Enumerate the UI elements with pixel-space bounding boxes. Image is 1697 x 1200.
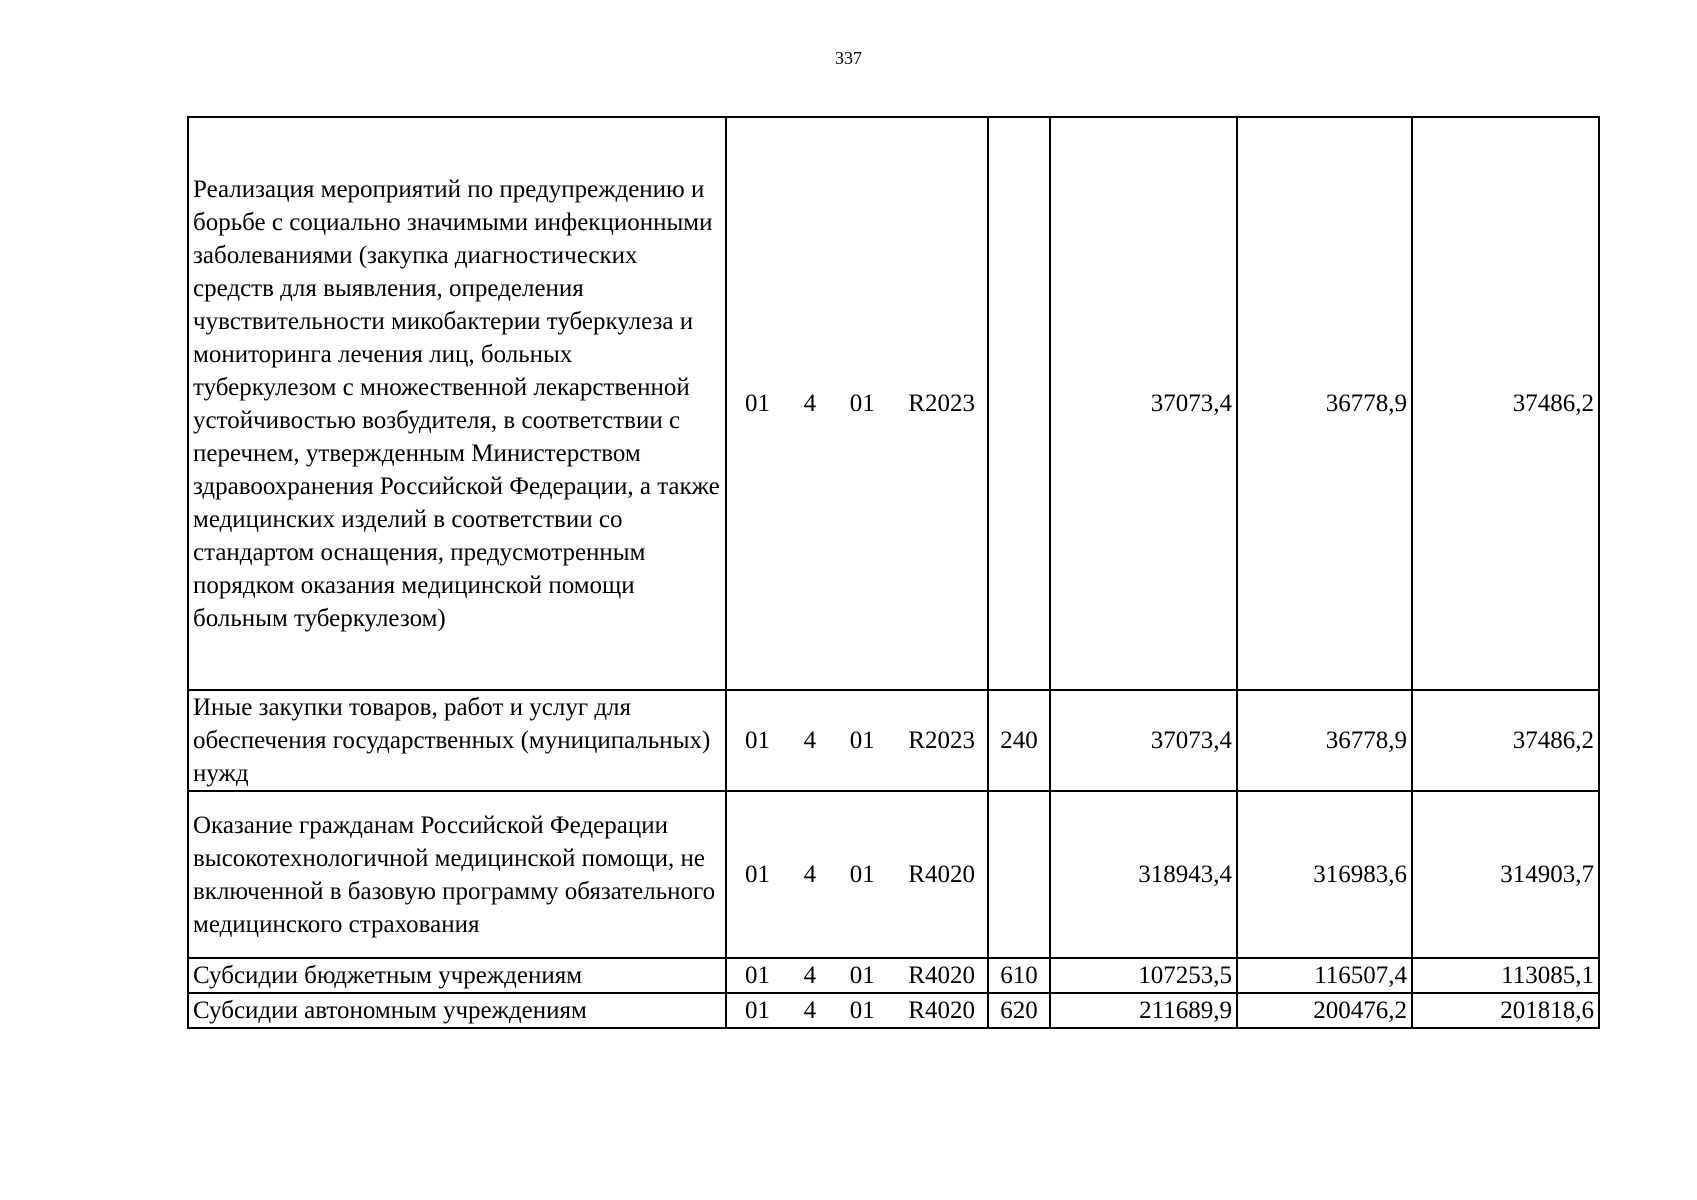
amount-3-cell: 314903,7 [1412,791,1599,958]
code-cell [726,791,988,958]
event-code: 01 [849,727,875,754]
amount-2-cell: 116507,4 [1237,958,1412,993]
row-name-cell: Субсидии автономным учреждениям [188,993,726,1028]
row-name-cell: Иные закупки товаров, работ и услуг для обеспечения государственных (муниципальных) нужд [188,690,726,791]
amount-2-cell: 200476,2 [1237,993,1412,1028]
subprogram-code: 4 [803,861,817,888]
row-name-cell: Реализация мероприятий по предупреждению и борьбе с социально значимыми инфекционными заболеваниями (закупка диагностических средств для выявления, определения чувствительности микобактерии туберкулеза и мониторинга лечения лиц, больных туберкулезом с множественной лекарственной устойчивостью возбудителя, в соответствии с перечнем, утвержденным Министерством здравоохранения Российской Федерации, а также медицинских изделий в соответствии со стандартом оснащения, предусмотренным порядком оказания медицинской помощи больным туберкулезом) [188,117,726,690]
amount-1-cell: 37073,4 [1050,690,1237,791]
amount-2-cell: 36778,9 [1237,117,1412,690]
event-code: 01 [849,962,875,989]
program-code: 01 [745,861,770,888]
expense-type-cell: 620 [988,993,1050,1028]
direction-code: R4020 [908,962,975,989]
subprogram-code: 4 [803,390,817,417]
expense-type-cell [988,117,1050,690]
event-code: 01 [849,861,875,888]
table-row [188,791,1599,958]
program-code: 01 [745,997,770,1024]
direction-code: R2023 [908,727,975,754]
code-cell [726,958,988,993]
subprogram-code: 4 [803,997,817,1024]
amount-3-cell: 113085,1 [1412,958,1599,993]
row-name-cell: Субсидии бюджетным учреждениям [188,958,726,993]
table-row [188,117,1599,690]
event-code: 01 [849,390,875,417]
direction-code: R4020 [908,861,975,888]
page-number: 337 [835,48,862,68]
amount-2-cell: 36778,9 [1237,690,1412,791]
code-cell [726,117,988,690]
table-row [188,993,1599,1028]
program-code: 01 [745,727,770,754]
amount-3-cell: 37486,2 [1412,117,1599,690]
budget-table [187,116,1600,1029]
amount-3-cell: 201818,6 [1412,993,1599,1028]
amount-1-cell: 37073,4 [1050,117,1237,690]
code-cell [726,993,988,1028]
program-code: 01 [745,390,770,417]
amount-3-cell: 37486,2 [1412,690,1599,791]
direction-code: R2023 [908,390,975,417]
row-name-cell: Оказание гражданам Российской Федерации высокотехнологичной медицинской помощи, не включенной в базовую программу обязательного медицинского страхования [188,791,726,958]
event-code: 01 [849,997,875,1024]
amount-1-cell: 211689,9 [1050,993,1237,1028]
expense-type-cell [988,791,1050,958]
subprogram-code: 4 [803,962,817,989]
code-cell [726,690,988,791]
amount-1-cell: 107253,5 [1050,958,1237,993]
amount-2-cell: 316983,6 [1237,791,1412,958]
program-code: 01 [745,962,770,989]
direction-code: R4020 [908,997,975,1024]
table-row [188,958,1599,993]
subprogram-code: 4 [803,727,817,754]
expense-type-cell: 610 [988,958,1050,993]
table-row [188,690,1599,791]
amount-1-cell: 318943,4 [1050,791,1237,958]
expense-type-cell: 240 [988,690,1050,791]
